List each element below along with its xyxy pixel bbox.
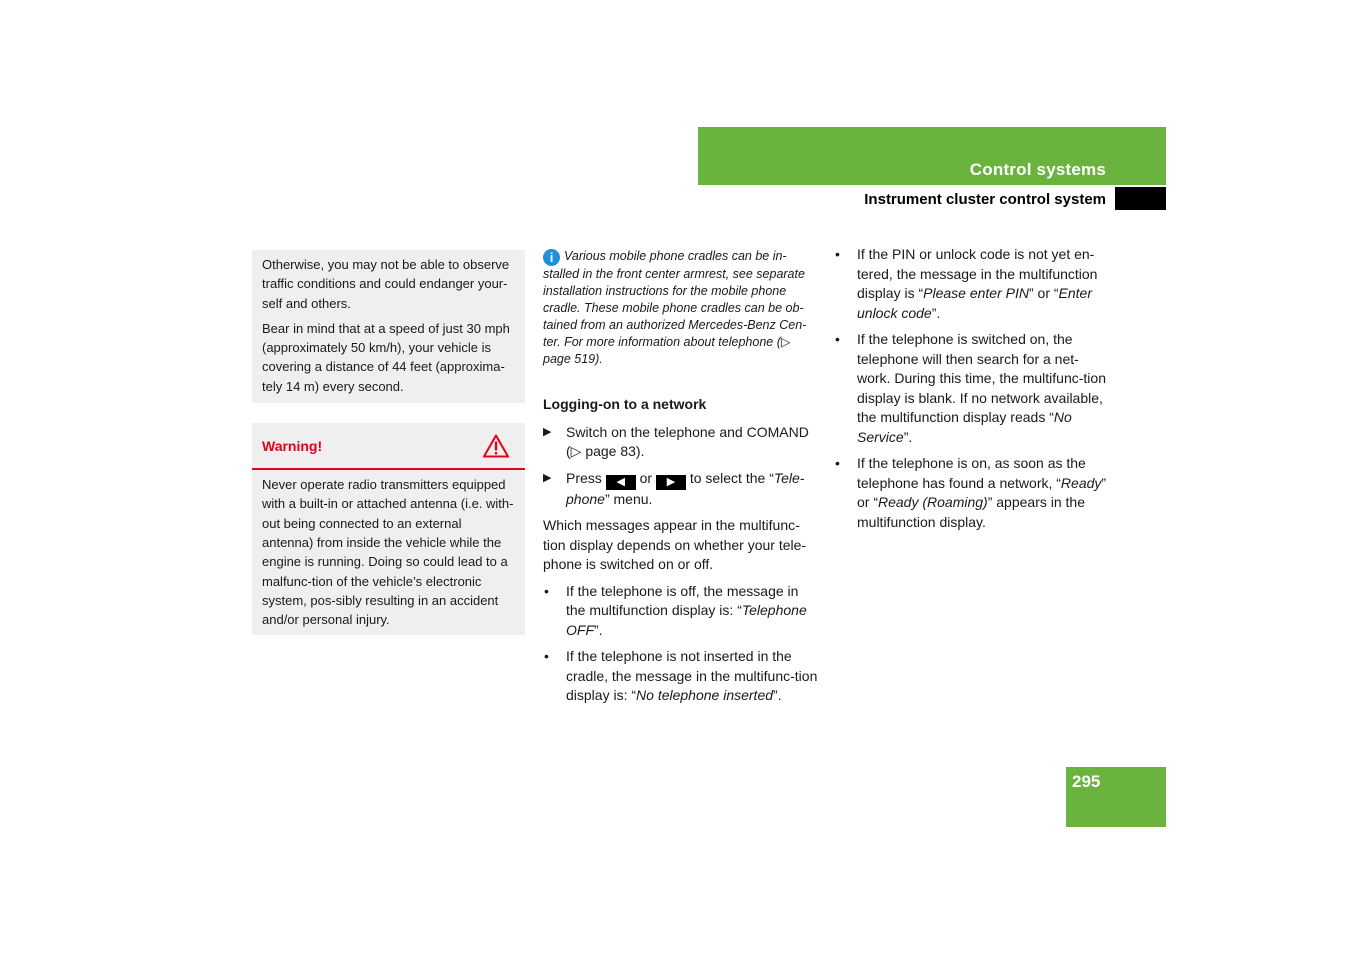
bullet-icon: • (835, 455, 840, 471)
step-arrow-icon: ▶ (543, 425, 552, 438)
display-message: Ready (1060, 474, 1102, 491)
step-text: to select the “ (689, 469, 774, 486)
list-text: ” or “ (1028, 285, 1059, 301)
middle-column (543, 248, 818, 713)
bullet-icon: • (544, 582, 549, 599)
display-message: No Service (857, 409, 1072, 445)
box-paragraph: Bear in mind that at a speed of just 30 mph (approximately 50 km/h), your vehicle is covering a distance of 44 feet (approxima-tely 14 m) every second. (262, 320, 510, 394)
body-paragraph: Which messages appear in the multifunc-tion display depends on whether your tele-phone is switched on or off. (543, 517, 807, 573)
list-text: ” appears in the multifunction display. (857, 494, 1086, 530)
left-button-icon: ◀ (606, 475, 636, 490)
display-message: Telephone OFF (566, 602, 807, 638)
warning-title: Warning! (262, 438, 323, 455)
section-header-band (698, 127, 1166, 185)
list-item (543, 582, 818, 641)
warning-header (252, 423, 525, 470)
instruction-step (543, 423, 818, 462)
step-text: Press (566, 469, 602, 486)
box-paragraph: Otherwise, you may not be able to observe traffic conditions and could endanger your-self and others. (262, 257, 510, 311)
display-message: No telephone inserted (636, 687, 774, 704)
section-heading: Logging-on to a network (543, 396, 707, 413)
right-button-icon: ▶ (656, 475, 686, 490)
list-text: ” or “ (857, 474, 1107, 510)
section-title: Control systems (969, 160, 1106, 179)
list-text: ”. (594, 621, 603, 638)
display-message: Please enter PIN (923, 285, 1029, 301)
instruction-step (543, 469, 818, 510)
list-item (834, 330, 1109, 447)
warning-text: Never operate radio transmitters equipped with a built-in or attached antenna (i.e. with-out being connected to an external antenna) from inside the vehicle while the engine is running. Doing so could lead to a malfunc-tion of the vehicle’s electronic system, pos-sibly resulting in an accident and/or personal injury. (252, 470, 525, 635)
list-text: If the PIN or unlock code is not yet en-tered, the message in the multifunction display is “ (857, 246, 1098, 301)
subsection-title: Instrument cluster control system (864, 191, 1106, 208)
step-text: or (639, 469, 653, 486)
list-item (834, 454, 1109, 532)
list-text: If the telephone is on, as soon as the telephone has found a network, “ (857, 455, 1086, 491)
bullet-icon: • (835, 331, 840, 347)
bullet-icon: • (544, 648, 549, 665)
page-number-box (1066, 767, 1166, 827)
bullet-icon: • (835, 246, 840, 262)
list-item (834, 245, 1109, 323)
warning-triangle-icon (483, 434, 509, 458)
display-message: Enter unlock code (857, 285, 1093, 321)
list-text: ”. (931, 304, 941, 321)
left-column (252, 250, 525, 635)
info-text: Various mobile phone cradles can be in-stalled in the front center armrest, see separate installation instructions for the mobile phone cradle. These mobile phone cradles can be ob-tained from an authorized Mercedes-Benz Cen-ter. For more information about telephone (▷ page 519). (543, 249, 807, 366)
display-message: Ready (Roaming) (878, 494, 988, 510)
step-text: Switch on the telephone and COMAND (▷ page 83). (566, 423, 809, 460)
list-text: If the telephone is off, the message in the multifunction display is: “ (566, 582, 799, 619)
page-number: 295 (1072, 772, 1101, 791)
right-column (834, 245, 1109, 539)
info-note (543, 248, 818, 367)
info-icon: i (543, 249, 560, 266)
menu-name: Tele-phone (566, 469, 805, 507)
continuation-box (252, 250, 525, 403)
list-text: ”. (773, 687, 782, 704)
list-text: If the telephone is not inserted in the cradle, the message in the multifunc-tion display is: “ (566, 648, 818, 704)
subsection-marker (1115, 187, 1166, 210)
list-text: ”. (903, 428, 913, 445)
list-text: If the telephone is switched on, the telephone will then search for a net-work. During this time, the multifunc-tion display is blank. If no network available, the multifunction display reads “ (857, 331, 1106, 425)
list-item (543, 647, 818, 706)
step-text: ” menu. (604, 490, 653, 507)
subsection-header (698, 187, 1166, 211)
step-arrow-icon: ▶ (543, 471, 552, 484)
